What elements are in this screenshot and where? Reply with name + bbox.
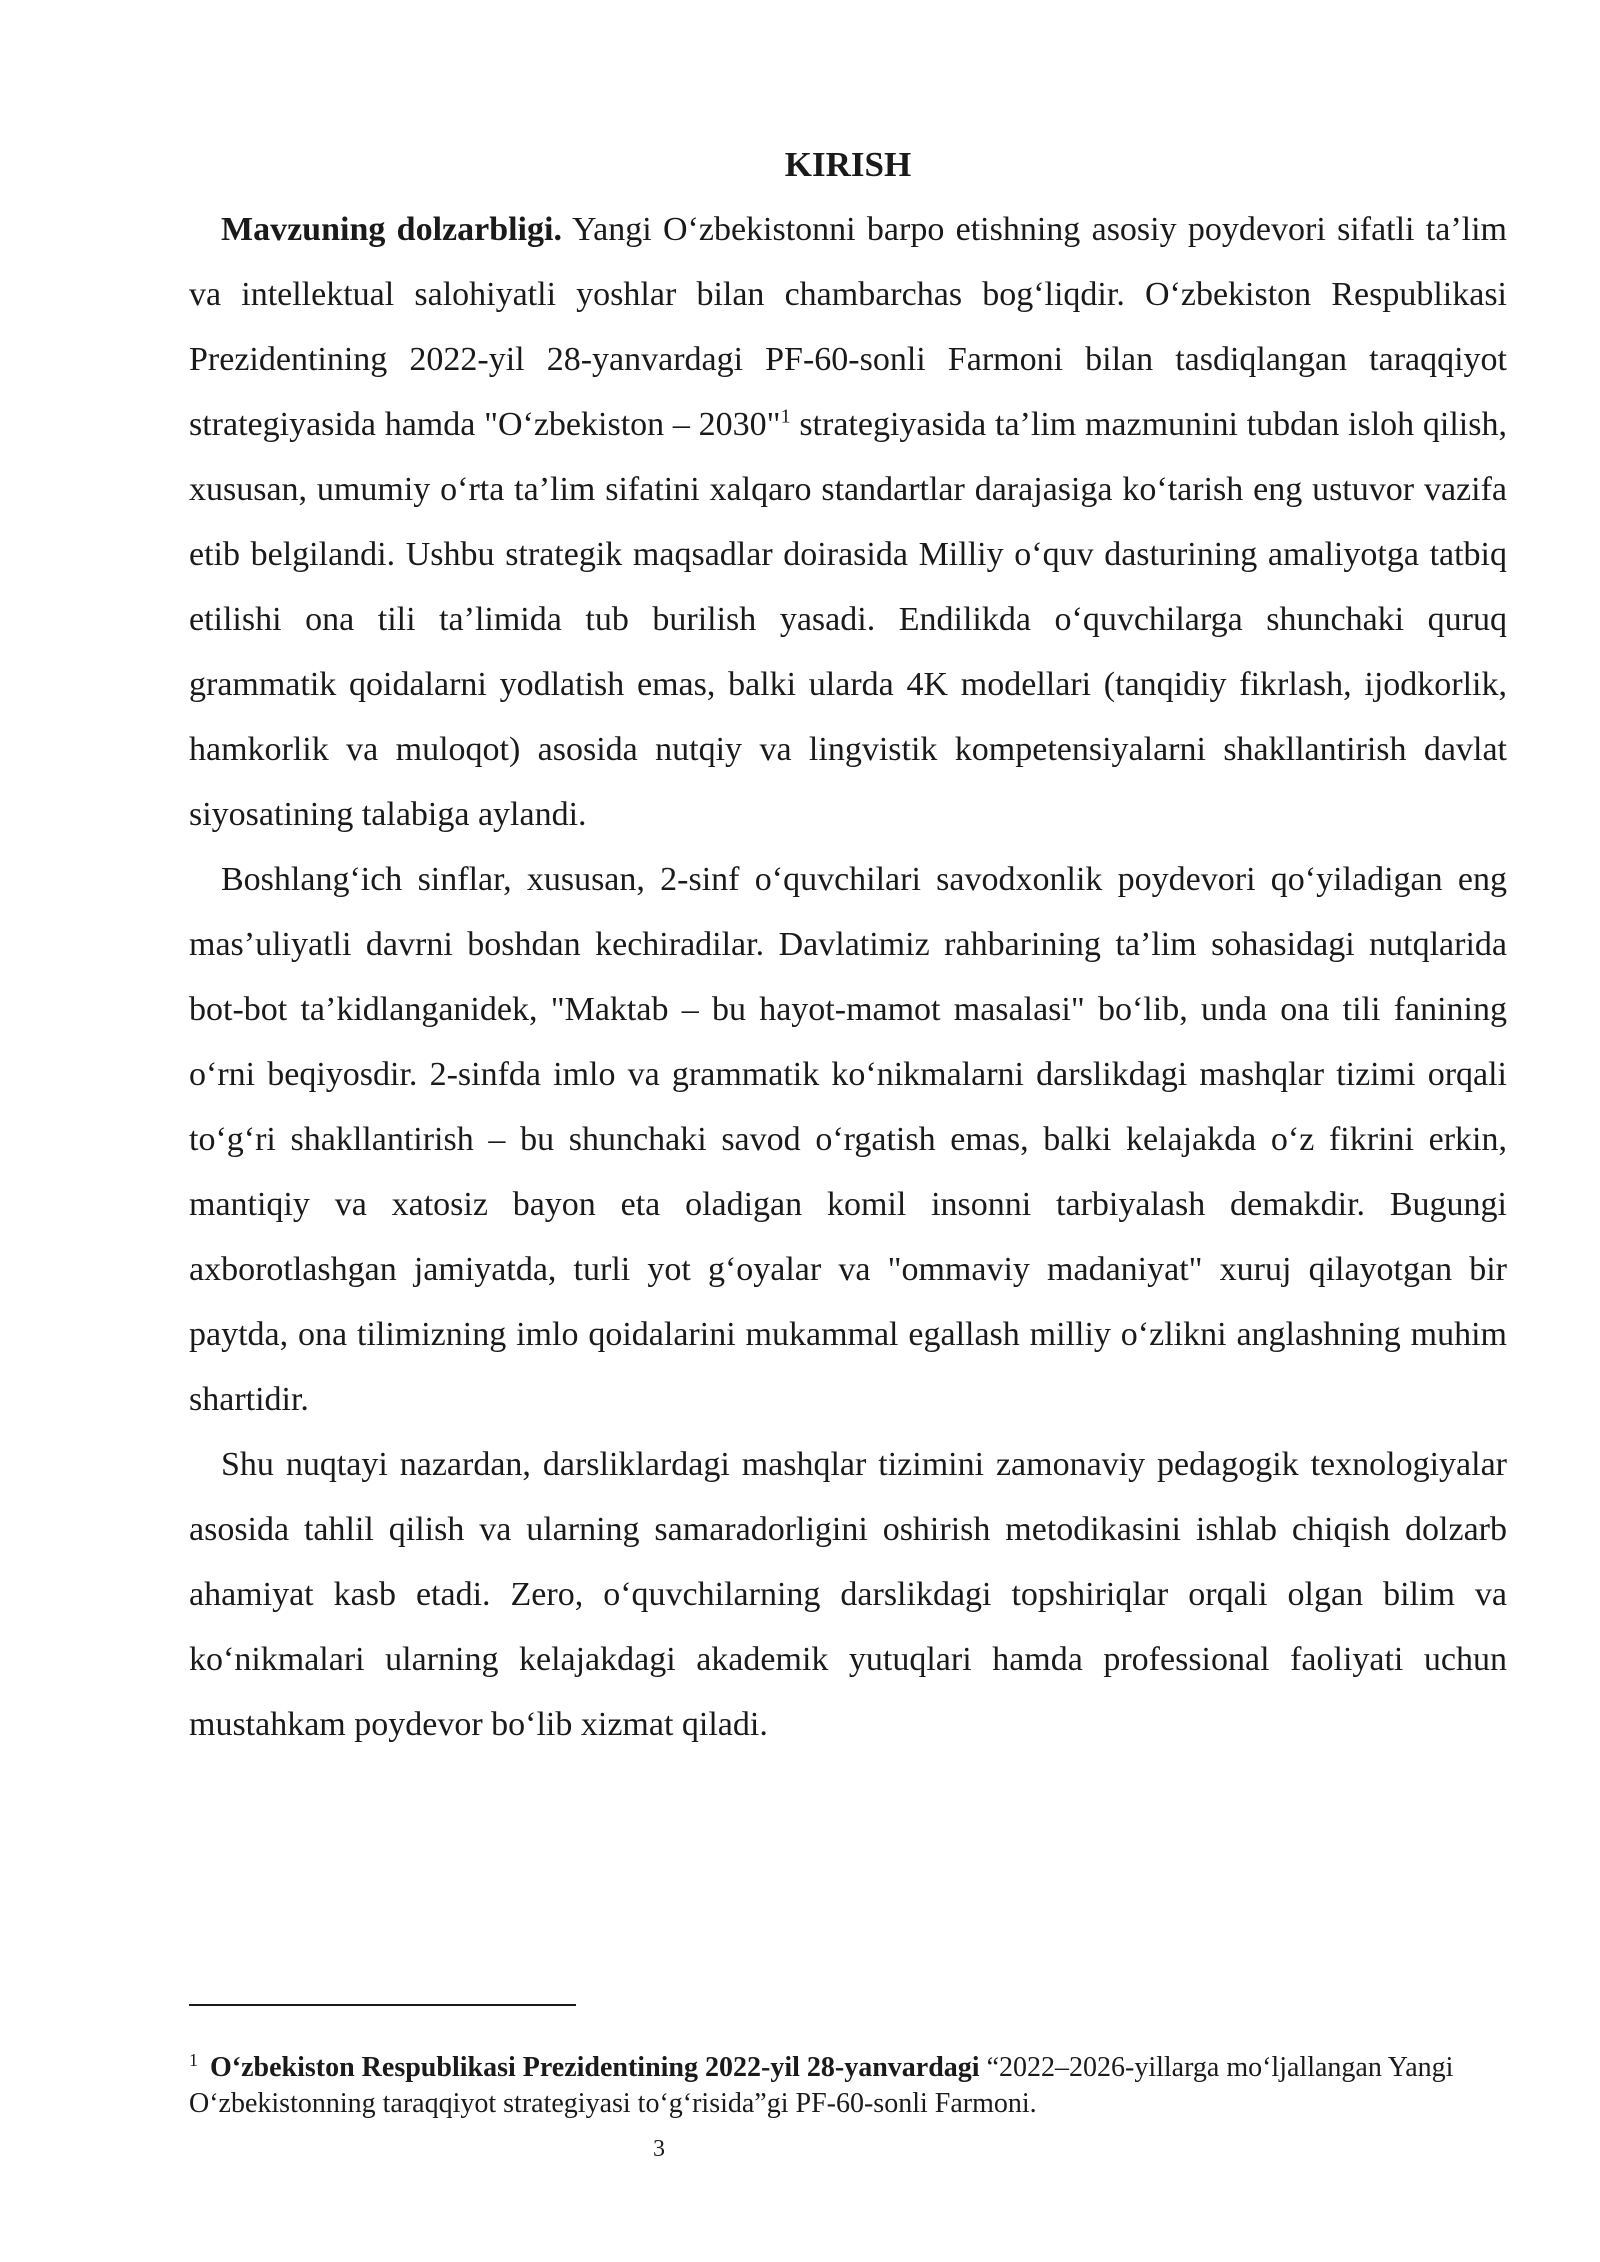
footnote-mark: 1 [189, 2049, 198, 2070]
paragraph-methodology: Shu nuqtayi nazardan, darsliklardagi mashqlar tizimini zamonaviy pedagogik texnologiyalar asosida tahlil qilish va ularning samaradorligini oshirish metodikasini ishlab chiqish dolzarb ahamiyat kasb etadi. Zero, o‘quvchilarning darslikdagi topshiriqlar orqali olgan bilim va ko‘nikmalari ularning kelajakdagi akademik yutuqlari hamda professional faoliyati uchun mustahkam poydevor bo‘lib xizmat qiladi. [189, 1446, 1507, 1743]
footnote-reference[interactable]: 1 [780, 405, 791, 428]
page-number: 3 [653, 2136, 665, 2162]
paragraph-text-part2: strategiyasida ta’lim mazmunini tubdan isloh qilish, xususan, umumiy o‘rta ta’lim sifatini xalqaro standartlar darajasiga ko‘tarish eng ustuvor vazifa etib belgilandi. Ushbu strategik maqsadlar doirasida Milliy o‘quv dasturining amaliyotga tatbiq etilishi ona tili ta’limida tub burilish yasadi. Endilikda o‘quvchilarga shunchaki quruq grammatik qoidalarni yodlatish emas, balki ularda 4K modellari (tanqidiy fikrlash, ijodkorlik, hamkorlik va muloqot) asosida nutqiy va lingvistik kompetensiyalarni shakllantirish davlat siyosatining talabiga aylandi. [189, 406, 1507, 833]
footnote-separator [189, 2004, 576, 2006]
footnote-bold-text: O‘zbekiston Respublikasi Prezidentining 2022-yil 28-yanvardagi [210, 2052, 980, 2083]
paragraph-primary-grades: Boshlang‘ich sinflar, xususan, 2-sinf o‘quvchilari savodxonlik poydevori qo‘yiladigan eng mas’uliyatli davrni boshdan kechiradilar. Davlatimiz rahbarining ta’lim sohasidagi nutqlarida bot-bot ta’kidlanganidek, "Maktab – bu hayot-mamot masalasi" bo‘lib, unda ona tili fanining o‘rni beqiyosdir. 2-sinfda imlo va grammatik ko‘nikmalarni darslikdagi mashqlar tizimi orqali to‘g‘ri shakllantirish – bu shunchaki savod o‘rgatish emas, balki kelajakda o‘z fikrini erkin, mantiqiy va xatosiz bayon eta oladigan komil insonni tarbiyalash demakdir. Bugungi axborotlashgan jamiyatda, turli yot g‘oyalar va "ommaviy madaniyat" xuruj qilayotgan bir paytda, ona tilimizning imlo qoidalarini mukammal egallash milliy o‘zlikni anglashning muhim shartidir. [189, 861, 1507, 1418]
paragraph-text-part1: Yangi O‘zbekistonni barpo etishning asosiy poydevori sifatli ta’lim va intellektual salohiyatli yoshlar bilan chambarchas bog‘liqdir. O‘zbekiston Respublikasi Prezidentining 2022-yil 28-yanvardagi PF-60-sonli Farmoni bilan tasdiqlangan taraqqiyot strategiyasida hamda "O‘zbekiston – 2030" [189, 211, 1507, 443]
paragraph-lead: Mavzuning dolzarbligi. [221, 211, 562, 248]
footnote [189, 2050, 1507, 2122]
section-heading: KIRISH [784, 145, 912, 184]
paragraph-relevance [189, 197, 1507, 847]
page-body [189, 135, 1507, 1757]
footnote-text: “2022–2026-yillarga mo‘ljallangan Yangi O‘zbekistonning taraqqiyot strategiyasi to‘g‘risida”gi PF-60-sonli Farmoni. [189, 2052, 1454, 2119]
